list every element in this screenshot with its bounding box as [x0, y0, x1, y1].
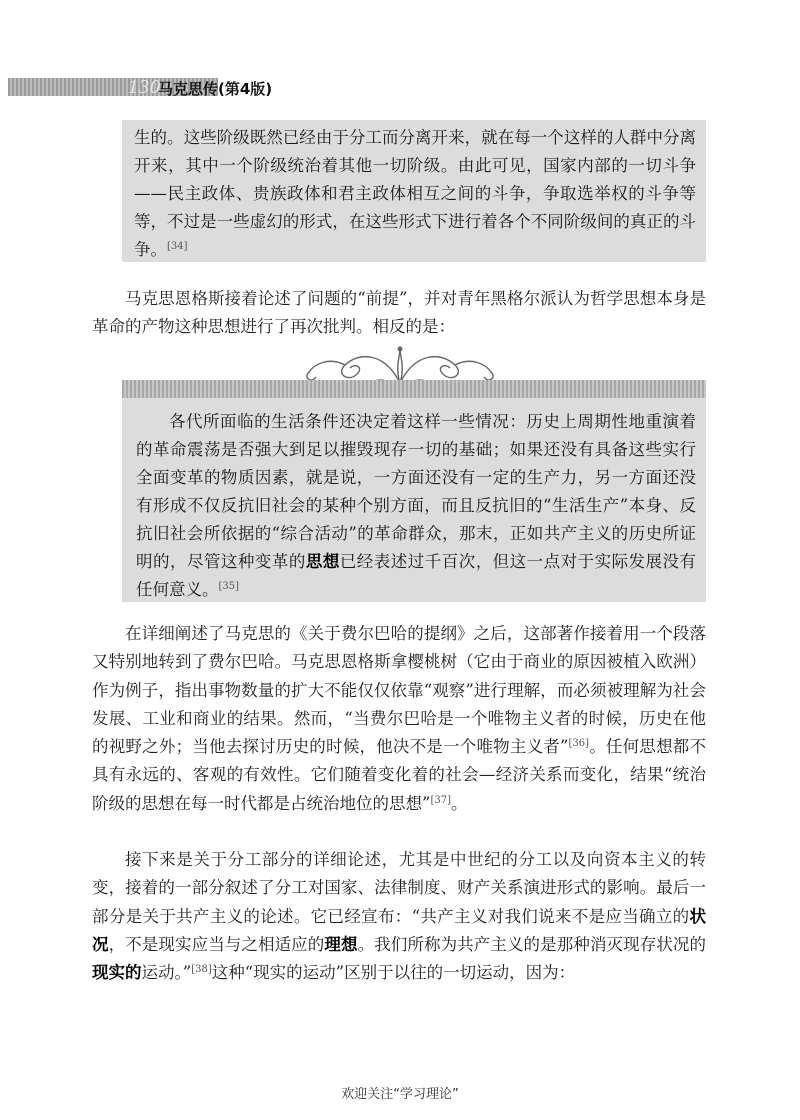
paragraph-3-text-e: 这种“现实的运动”区别于以往的一切运动，因为：	[211, 963, 576, 983]
footnote-ref-37: [37]	[430, 794, 451, 806]
quote-2-text-a: 各代所面临的生活条件还决定着这样一些情况：历史上周期性地重演着的革命震荡是否强大到足以摧毁现存一切的基础；如果还没有具备这些实行全面变革的物质因素，就是说，一方面还没有一定的生产力，另一方面还没有形成不仅反抗旧社会的某种个别方面，而且反抗旧的“生活生产”本身、反抗旧社会所依据的“综合活动”的革命群众，那末，正如共产主义的历史所证明的，尽管这种变革的	[136, 412, 696, 571]
paragraph-3	[92, 846, 706, 987]
paragraph-3-bold-c: 现实的	[92, 963, 142, 983]
paragraph-2	[92, 620, 706, 818]
block-quote-2	[122, 398, 706, 602]
paragraph-3-text-d: 运动。”	[141, 963, 192, 983]
footnote-ref-34: [34]	[167, 241, 188, 252]
block-quote-1	[122, 120, 706, 262]
quote-2-bold: 思想	[305, 552, 340, 571]
footnote-ref-35: [35]	[218, 581, 240, 592]
book-title: 马克思传(第4版)	[158, 80, 273, 98]
footnote-ref-38: [38]	[191, 964, 212, 976]
paragraph-3-bold-b: 理想	[324, 934, 358, 954]
paragraph-3-text-c: 。我们所称为共产主义的是那种消灭现存状况的	[357, 934, 707, 954]
footnote-ref-36: [36]	[568, 738, 589, 750]
footer-text: 欢迎关注“学习理论”	[341, 1087, 459, 1102]
quote-2-text-b: 已经表述过千百次，但这一点对于实际发展没有任何意义。	[136, 552, 696, 599]
paragraph-2-text-c: 。	[450, 793, 468, 813]
paragraph-3-text-b: ，不是现实应当与之相适应的	[108, 934, 325, 954]
page-number: 130	[128, 76, 161, 98]
quote-1-text: 生的。这些阶级既然已经由于分工而分离开来，就在每一个这样的人群中分离开来，其中一个阶级统治着其他一切阶级。由此可见，国家内部的一切斗争——民主政体、贵族政体和君主政体相互之间的斗争，争取选举权的斗争等等，不过是一些虚幻的形式，在这些形式下进行着各个不同阶级间的真正的斗争。	[134, 128, 696, 259]
paragraph-3-text-a: 接下来是关于分工部分的详细论述，尤其是中世纪的分工以及向资本主义的转变，接着的一部分叙述了分工对国家、法律制度、财产关系演进形式的影响。最后一部分是关于共产主义的论述。它已经宣布：“共产主义对我们说来不是应当确立的	[92, 850, 706, 926]
paragraph-1	[92, 285, 706, 342]
paragraph-1-text: 马克思恩格斯接着论述了问题的“前提”，并对青年黑格尔派认为哲学思想本身是革命的产物这种思想进行了再次批判。相反的是：	[92, 289, 706, 337]
paragraph-2-text-b: 。任何思想都不具有永远的、客观的有效性。它们随着变化着的社会—经济关系而变化，结果“统治阶级的思想在每一时代都是占统治地位的思想”	[92, 737, 707, 813]
paragraph-3-bold-a: 状况	[92, 906, 706, 954]
paragraph-2-text-a: 在详细阐述了马克思的《关于费尔巴哈的提纲》之后，这部著作接着用一个段落又特别地转到了费尔巴哈。马克思恩格斯拿樱桃树（它由于商业的原因被植入欧洲）作为例子，指出事物数量的扩大不能仅仅依靠“观察”进行理解，而必须被理解为社会发展、工业和商业的结果。然而，“当费尔巴哈是一个唯物主义者的时候，历史在他的视野之外；当他去探讨历史的时候，他决不是一个唯物主义者”	[92, 624, 706, 757]
